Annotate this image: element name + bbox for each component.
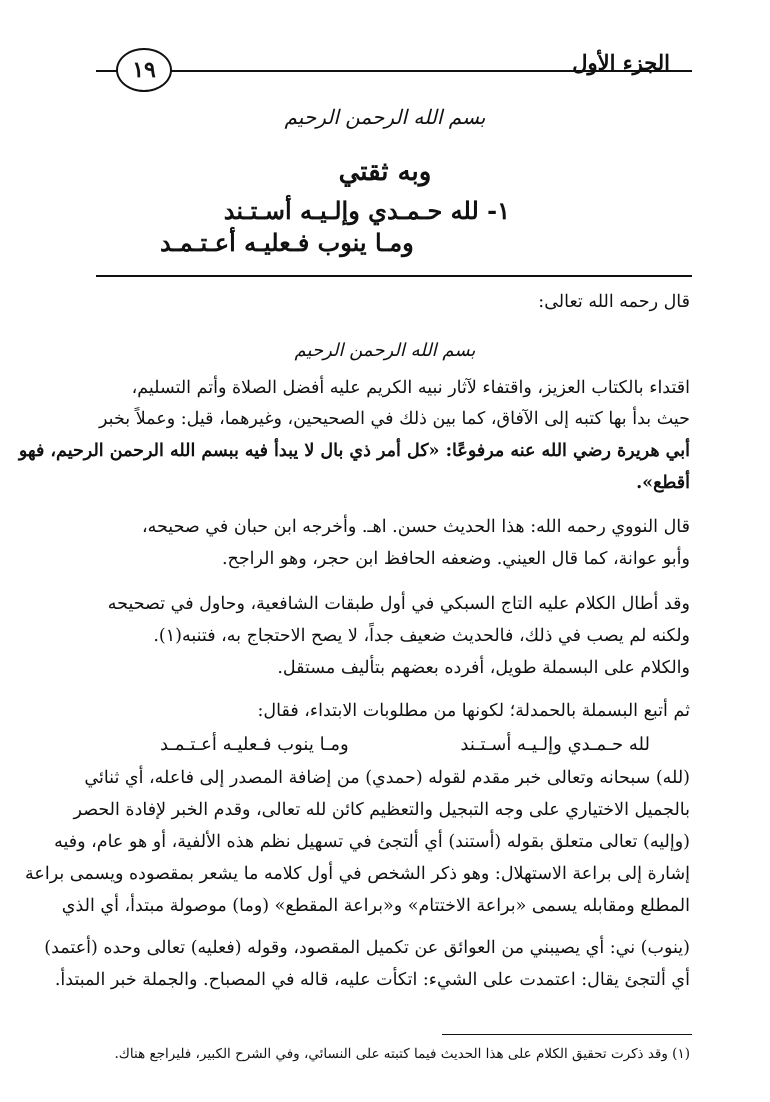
paragraph-line: وأبو عوانة، كما قال العيني. وضعفه الحافظ ابن حجر، وهو الراجح.	[221, 549, 690, 569]
paragraph-line: اقتداء بالكتاب العزيز، واقتفاء لآثار نبيه الكريم عليه أفضل الصلاة وأتم التسليم،	[131, 378, 690, 398]
commentary-line: أي ألتجئ يقال: اعتمدت على الشيء: اتكأت عليه، قاله في المصباح. والجملة خبر المبتدأ.	[54, 970, 690, 990]
commentary-line: إشارة إلى براعة الاستهلال: وهو ذكر الشخص في أول كلامه ما يشعر بمقصوده ويسمى براعة	[25, 864, 690, 884]
paragraph-line: حيث بدأ بها كتبه إلى الآفاق، كما بين ذلك في الصحيحين، وغيرهما، قيل: وعملاً بخبر	[99, 409, 690, 429]
footnote-rule	[442, 1034, 692, 1035]
paragraph-line: ولكنه لم يصب في ذلك، فالحديث ضعيف جداً، لا يصح الاحتجاج به، فتنبه(١).	[153, 626, 690, 646]
part-title: الجزء الأول	[572, 50, 670, 75]
page-number: ١٩	[132, 57, 156, 83]
footnote: (١) وقد ذكرت تحقيق الكلام على هذا الحديث فيما كتبته على النسائي، وفي الشرح الكبير، فليراجع هناك.	[114, 1046, 690, 1062]
inline-verse-part-2: ومـا ينوب فـعليـه أعـتـمـد	[160, 734, 349, 755]
commentary-line: (لله) سبحانه وتعالى خبر مقدم لقوله (حمدي) من إضافة المصدر إلى فاعله، أي ثنائي	[84, 768, 690, 788]
paragraph-line: أقطع».	[636, 473, 690, 493]
header-rule-left	[96, 70, 118, 72]
paragraph-line: أبي هريرة رضي الله عنه مرفوعًا: «كل أمر ذي بال لا يبدأ فيه ببسم الله الرحمن الرحيم، فهو	[18, 441, 690, 461]
paragraph-line: وقد أطال الكلام عليه التاج السبكي في أول طبقات الشافعية، وحاول في تصحيحه	[107, 594, 690, 614]
inline-verse-part-1: لله حـمـدي وإلـيـه أسـتـند	[460, 734, 650, 755]
commentary-line: بالجميل الاختياري على وجه التبجيل والتعظيم كائن لله تعالى، وقدم الخبر لإفادة الحصر	[73, 800, 690, 820]
inline-verse	[160, 734, 650, 755]
commentary-line: (وإليه) تعالى متعلق بقوله (أستند) أي ألتجئ في تسهيل نظم هذه الألفية، أو هو عام، وفيه	[54, 832, 690, 852]
commentary-line: (ينوب) ني: أي يصيبني من العوائق عن تكميل المقصود، وقوله (فعليه) تعالى وحده (أعتمد)	[44, 938, 690, 958]
intro-line: قال رحمه الله تعالى:	[538, 292, 690, 312]
basmala-calligraphy-mid: بسم الله الرحمن الرحيم	[294, 340, 476, 361]
verse-line-2: ومـا ينوب فـعليـه أعـتـمـد	[160, 228, 414, 257]
page-number-badge	[116, 48, 172, 92]
commentary-line: المطلع ومقابله يسمى «براعة الاختتام» و«براعة المقطع» (وما) موصولة مبتدأ، أي الذي	[61, 896, 690, 916]
paragraph-line: قال النووي رحمه الله: هذا الحديث حسن. اهـ. وأخرجه ابن حبان في صحيحه،	[141, 517, 690, 537]
section-separator	[96, 275, 692, 277]
basmala-calligraphy-top: بسم الله الرحمن الرحيم	[284, 105, 486, 129]
verse-line-1: ١- لله حـمـدي وإلـيـه أسـتـند	[223, 196, 510, 225]
paragraph-line: والكلام على البسملة طويل، أفرده بعضهم بتأليف مستقل.	[277, 658, 690, 678]
heading: وبه ثقتي	[338, 157, 432, 187]
paragraph-line: ثم أتبع البسملة بالحمدلة؛ لكونها من مطلوبات الابتداء، فقال:	[257, 701, 690, 721]
